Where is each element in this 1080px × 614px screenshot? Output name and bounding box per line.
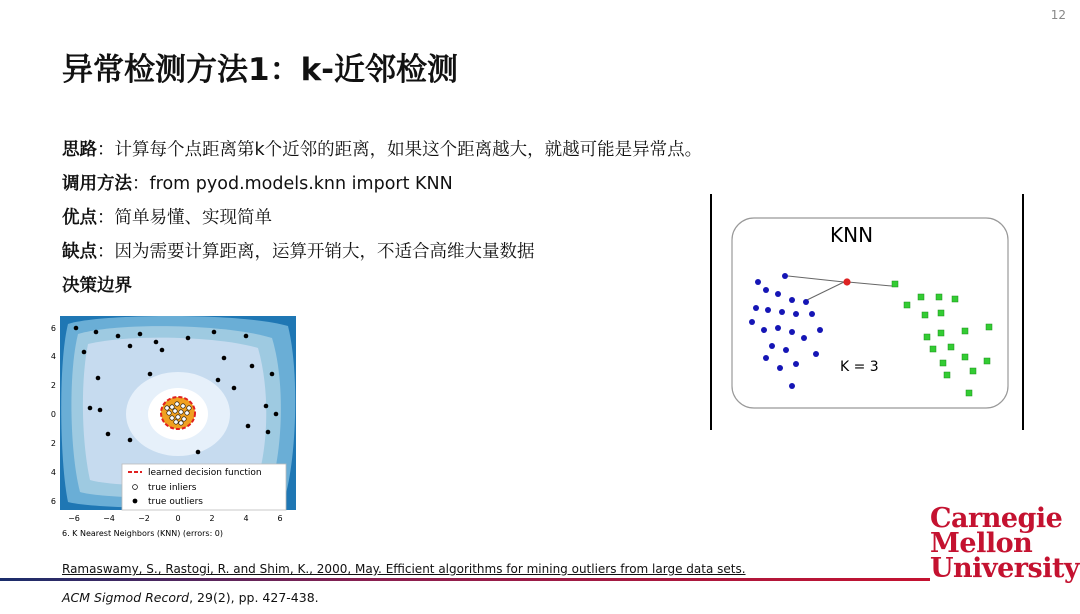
cmu-logo — [930, 503, 1080, 584]
legend-label: true inliers — [148, 483, 197, 493]
journal-details: , 29(2), pp. 427-438. — [189, 590, 319, 605]
k-label: K = 3 — [840, 359, 879, 375]
reference-journal-line — [62, 590, 319, 605]
y-tick: 2 — [50, 439, 56, 448]
logo-line: Carnegie — [930, 503, 1063, 534]
diagram-title: KNN — [830, 223, 874, 247]
line-text: ：计算每个点距离第k个近邻的距离，如果这个距离越大，就越可能是异常点。 — [97, 140, 703, 160]
x-tick: 6 — [277, 514, 283, 523]
y-tick: 6 — [50, 324, 56, 333]
query-point — [843, 278, 850, 285]
x-tick: −4 — [103, 514, 115, 523]
line-boundary — [62, 269, 702, 303]
line-text: ：from pyod.models.knn import KNN — [132, 174, 453, 194]
page-number: 12 — [1050, 8, 1066, 22]
line-cons — [62, 235, 702, 269]
y-tick: 4 — [50, 352, 56, 361]
line-label: 调用方法 — [62, 174, 132, 194]
x-tick: 4 — [243, 514, 249, 523]
x-tick: −6 — [68, 514, 80, 523]
line-idea — [62, 133, 702, 167]
bullet-lines — [62, 133, 702, 303]
line-label: 优点 — [62, 208, 97, 228]
logo-line: Mellon — [930, 528, 1033, 559]
y-tick: 2 — [50, 381, 56, 390]
knn-diagram — [708, 190, 1028, 432]
line-pros — [62, 201, 702, 235]
footer-bar — [0, 578, 930, 581]
y-tick: 0 — [50, 410, 56, 419]
line-text: ：因为需要计算距离，运算开销大，不适合高维大量数据 — [97, 242, 535, 262]
line-label: 思路 — [62, 140, 97, 160]
y-tick: 6 — [50, 497, 56, 506]
plot-caption: 6. K Nearest Neighbors (KNN) (errors: 0) — [62, 529, 224, 538]
x-tick-labels — [68, 514, 282, 523]
x-tick: 2 — [209, 514, 215, 523]
decision-boundary-plot — [38, 314, 308, 556]
legend-label: learned decision function — [148, 468, 262, 478]
line-usage — [62, 167, 702, 201]
line-label: 缺点 — [62, 242, 97, 262]
reference-line: Ramaswamy, S., Rastogi, R. and Shim, K., 2000, May. Efficient algorithms for mining outliers from large data sets. — [62, 562, 746, 576]
slide-title: 异常检测方法1：k-近邻检测 — [62, 52, 459, 88]
journal-name: ACM Sigmod Record — [62, 590, 190, 605]
legend-box — [122, 464, 286, 510]
y-tick: 4 — [50, 468, 56, 477]
legend-label: true outliers — [148, 497, 203, 507]
x-tick: −2 — [138, 514, 150, 523]
x-tick: 0 — [175, 514, 181, 523]
line-label: 决策边界 — [62, 276, 132, 296]
y-tick-labels — [51, 324, 56, 506]
line-text: ：简单易懂、实现简单 — [97, 208, 272, 228]
logo-line: University — [930, 553, 1080, 584]
